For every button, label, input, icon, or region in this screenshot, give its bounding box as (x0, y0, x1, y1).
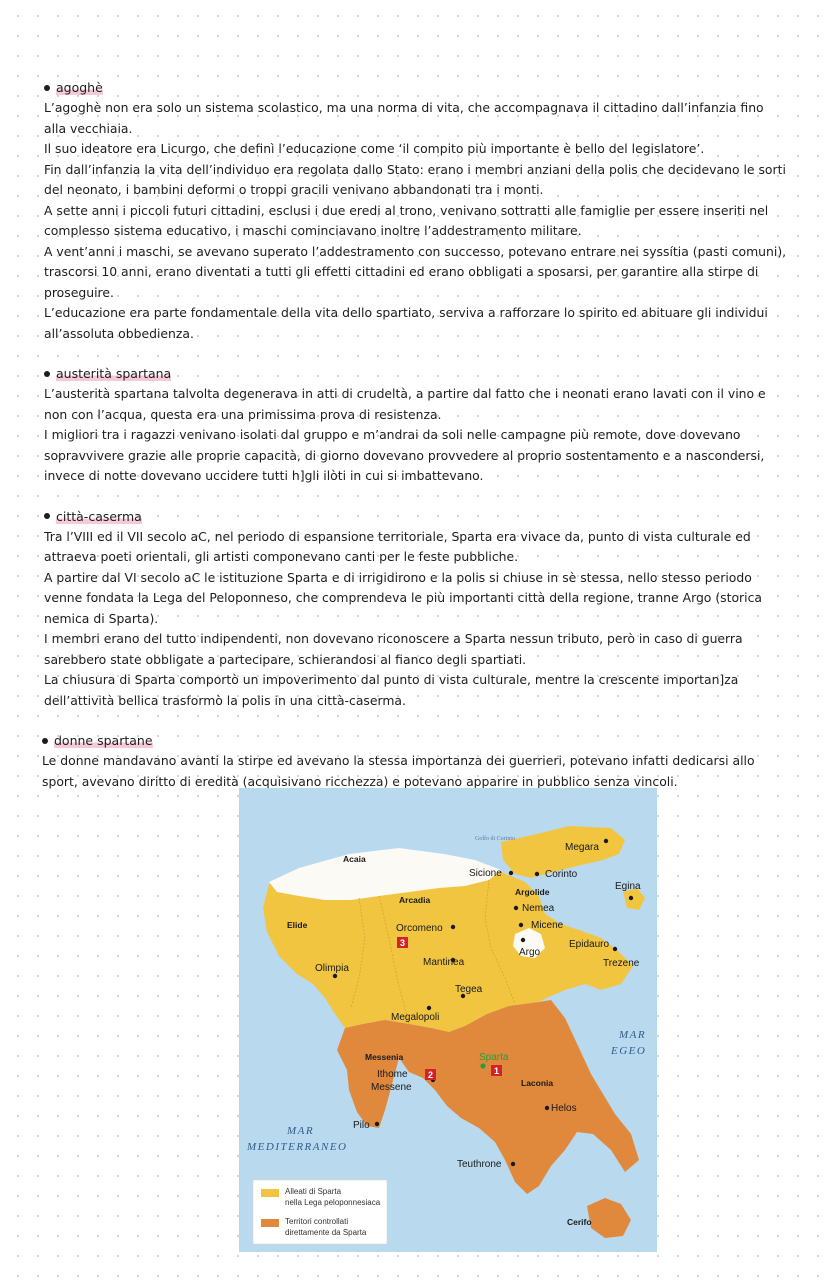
paragraph: Le donne mandavano avanti la stirpe ed avevano la stessa importanza dei guerrieri, potevano infatti dedicarsi allo sport, avevano diritto di eredità (acquisivano ricchezza) e potevano apparire in pubblico senza vincoli. (42, 753, 755, 789)
section-heading (44, 507, 788, 527)
section-heading (42, 731, 788, 751)
legend-allies-2: nella Lega peloponnesiaca (285, 1198, 381, 1207)
paragraph: L’educazione era parte fondamentale della vita dello spartiato, serviva a rafforzare lo spirito ed abituare gli individui all’assoluta obbedienza. (44, 305, 768, 341)
city-mantinea: Mantinea (423, 957, 465, 968)
city-sicione: Sicione (469, 868, 502, 879)
svg-text:1: 1 (494, 1066, 500, 1076)
city-corinto: Corinto (545, 869, 578, 880)
region-argolide: Argolide (515, 887, 550, 897)
region-arcadia: Arcadia (399, 895, 431, 905)
city-trezene: Trezene (603, 958, 640, 969)
aegean-label-2: EGEO (611, 1045, 647, 1057)
region-laconia: Laconia (521, 1078, 554, 1088)
paragraph: Il suo ideatore era Licurgo, che definì l’educazione come ‘il compito più importante è bello del legislatore’. (44, 141, 705, 156)
city-sparta: Sparta (479, 1052, 509, 1063)
paragraph: I migliori tra i ragazzi venivano isolati dal gruppo e m’andrai da soli nelle campagne più remote, dove dovevano sopravvivere grazie alle proprie capacità, di giorno dovevano provvedere al proprio sostentamento e a nascondersi, invece di notte dovevano uccidere tutti h]gli ilòti in cui si imbattevano. (44, 427, 765, 483)
region-messenia: Messenia (365, 1052, 404, 1062)
paragraph: L’austerità spartana talvolta degenerava in atti di crudeltà, a partire dal fatto che i neonati erano lavati con il vino e non con l’acqua, questa era una primissima prova di resistenza. (44, 386, 766, 422)
marker-3 (397, 937, 408, 948)
section-4 (42, 731, 788, 792)
city-teuthrone: Teuthrone (457, 1159, 502, 1170)
city-olimpia: Olimpia (315, 963, 349, 974)
paragraph: A vent’anni i maschi, se avevano superato l’addestramento con successo, potevano entrare nei syssítia (pasti comuni), trascorsi 10 anni, erano diventati a tutti gli effetti cittadini ed erano obbligati a sposarsi, per garantire alla stirpe di proseguire. (44, 243, 787, 300)
city-orcomeno: Orcomeno (396, 923, 443, 934)
sparta-dot (480, 1063, 485, 1068)
svg-text:2: 2 (428, 1070, 434, 1080)
bullet-icon (44, 85, 50, 91)
paragraph: I membri erano del tutto indipendenti, non dovevano riconoscere a Sparta nessun tributo, però in caso di guerra sarebbero state obbligate a partecipare, schierandosi al fianco degli spartiati. (44, 631, 743, 667)
city-ithome: Ithome (377, 1069, 408, 1080)
region-elide: Elide (287, 920, 308, 930)
legend-controlled-1: Territori controllati (285, 1217, 349, 1226)
svg-text:3: 3 (400, 938, 406, 948)
section-heading (44, 364, 788, 384)
city-egina: Egina (615, 881, 641, 892)
aegean-label-1: MAR (619, 1029, 647, 1041)
med-label-2: MEDITERRANEO (247, 1141, 348, 1153)
section-heading-text: agoghè (56, 80, 103, 95)
region-acaia: Acaia (343, 854, 366, 864)
section-heading-text: donne spartane (54, 733, 153, 748)
marker-1 (491, 1065, 502, 1076)
legend-allies-1: Alleati di Sparta (285, 1187, 342, 1196)
city-helos: Helos (551, 1103, 577, 1114)
paragraph: Fin dall’infanzia la vita dell’individuo era regolata dallo Stato: erano i membri anziani della polis che decidevano le sorti del neonato, i bambini deformi o troppi gracili venivano abbandonati tra i monti. (44, 161, 786, 197)
bullet-icon (42, 738, 48, 744)
section-heading-text: città-caserma (56, 508, 142, 524)
section-2 (44, 364, 788, 487)
peloponnese-map (239, 788, 657, 1252)
city-nemea: Nemea (522, 903, 555, 914)
city-messene: Messene (371, 1082, 412, 1093)
city-tegea: Tegea (455, 984, 483, 995)
section-heading-text: austerità spartana (56, 366, 172, 381)
section-3 (44, 507, 788, 712)
section-heading (44, 78, 788, 98)
paragraph: A partire dal VI secolo aC le istituzione Sparta e di irrigidirono e la polis si chiuse in sè stessa, nello stesso periodo venne fondata la Lega del Peloponneso, che comprendeva le più importanti città della regione, tranne Argo (storica nemica di Sparta). (44, 569, 763, 626)
notes-content (44, 78, 788, 812)
legend-controlled-2: direttamente da Sparta (285, 1228, 367, 1237)
city-cerifo: Cerifo (567, 1217, 592, 1227)
legend-swatch-allies (261, 1189, 279, 1197)
bullet-icon (44, 513, 50, 519)
city-megara: Megara (565, 842, 599, 853)
section-1 (44, 78, 788, 344)
city-pilo: Pilo (353, 1120, 370, 1131)
paragraph: A sette anni i piccoli futuri cittadini, esclusi i due eredi al trono, venivano sottratti alle famiglie per essere inseriti nel complesso sistema educativo, i maschi cominciavano inoltre l’addestramento militare. (44, 202, 769, 238)
city-argo: Argo (519, 947, 541, 958)
city-epidauro: Epidauro (569, 939, 610, 950)
med-label-1: MAR (287, 1125, 315, 1137)
paragraph: Tra l’VIII ed il VII secolo aC, nel periodo di espansione territoriale, Sparta era vivace da, punto di vista culturale ed attraeva poeti orientali, gli artisti componevano canti per le feste pubbliche. (44, 528, 751, 564)
bullet-icon (44, 371, 50, 377)
city-micene: Micene (531, 920, 564, 931)
city-megalopoli: Megalopoli (391, 1012, 440, 1023)
marker-2 (425, 1069, 436, 1080)
paragraph: La chiusura di Sparta comportò un impoverimento dal punto di vista culturale, mentre la crescente importan]za dell’attività bellica trasformò la polis in una città-caserma. (44, 672, 739, 708)
paragraph: L’agoghè non era solo un sistema scolastico, ma una norma di vita, che accompagnava il cittadino dall’infanzia fino alla vecchiaia. (44, 100, 764, 136)
legend-swatch-sparta (261, 1219, 279, 1227)
gulf-label: Golfo di Corinto (475, 836, 515, 842)
map-legend (253, 1180, 387, 1244)
